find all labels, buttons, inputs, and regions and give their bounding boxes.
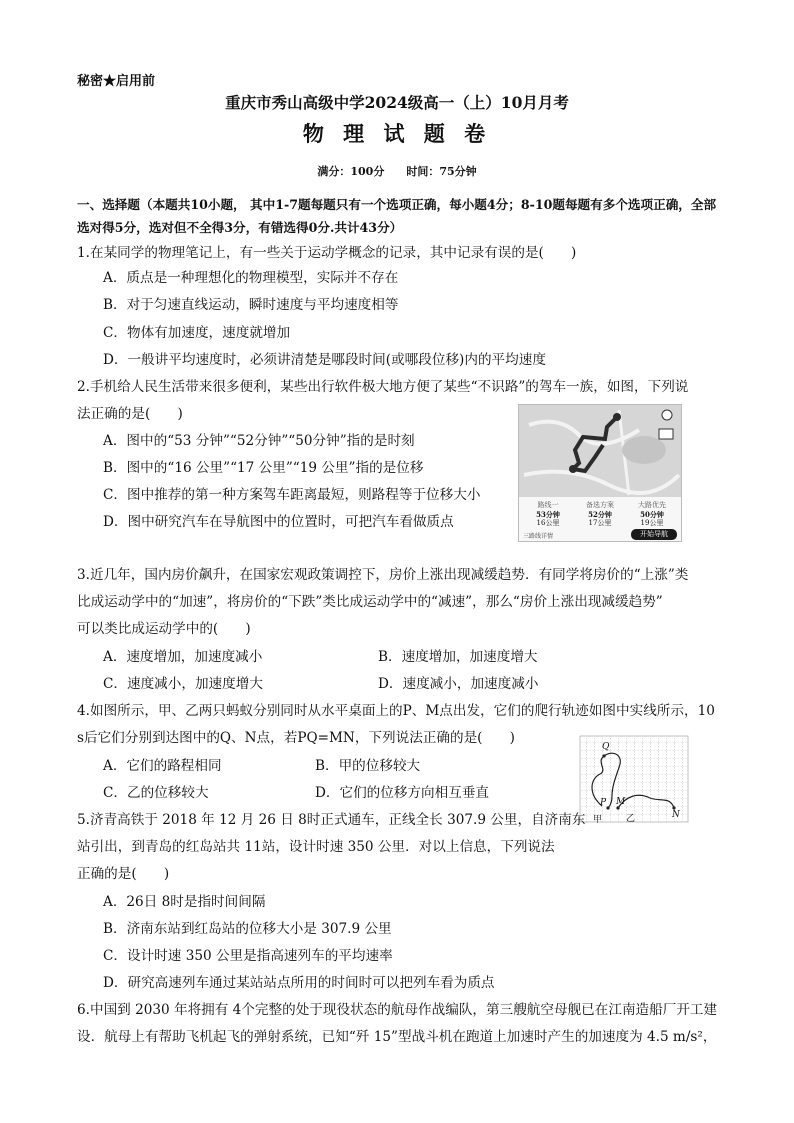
destination-marker-icon [613, 413, 621, 421]
question-4-option-c: C．乙的位移较大 [103, 785, 209, 801]
layers-icon[interactable] [659, 429, 673, 439]
point-q-label: Q [602, 742, 610, 752]
question-1-option-d: D．一般讲平均速度时，必须讲清楚是哪段时间(或哪段位移)内的平均速度 [103, 352, 546, 368]
question-1-option-a: A．质点是一种理想化的物理模型，实际并不存在 [103, 270, 399, 286]
ant-jia-label: 甲 [593, 815, 603, 825]
question-3-option-a: A．速度增加，加速度减小 [103, 649, 263, 665]
question-4-stem-line-1: 4.如图所示，甲、乙两只蚂蚁分别同时从水平桌面上的P、M点出发，它们的爬行轨迹如图中实线所示，10 [77, 703, 715, 719]
question-5-stem-line-3: 正确的是( ) [77, 866, 170, 882]
point-n-label: N [672, 810, 680, 820]
question-2-stem-line-2: 法正确的是( ) [77, 406, 183, 422]
question-4-option-d: D．它们的位移方向相互垂直 [315, 785, 490, 801]
question-3-option-c: C．速度减小，加速度增大 [103, 676, 263, 692]
question-1-option-c: C．物体有加速度，速度就增加 [103, 325, 291, 341]
route-option-1[interactable]: 路线一 53分钟 16公里 [536, 501, 560, 527]
question-4-option-b: B．甲的位移较大 [315, 758, 421, 774]
question-3-option-b: B．速度增加，加速度增大 [378, 649, 538, 665]
point-p-label: P [600, 798, 607, 808]
question-2-stem-line-1: 2.手机给人民生活带来很多便利，某些出行软件极大地方便了某些“不识路”的驾车一族，如图，下列说 [77, 379, 689, 395]
question-6-stem-line-2: 设．航母上有帮助飞机起飞的弹射系统，已知“歼 15”型战斗机在跑道上加速时产生的加速度为 4.5 m/s²， [77, 1029, 717, 1045]
question-3-option-d: D．速度减小，加速度减小 [378, 676, 539, 692]
section-heading: 一、选择题（本题共10小题， 其中1-7题每题只有一个选项正确，每小题4分；8-10题每题有多个选项正确，全部选对得5分，选对但不全得3分，有错选得0分.共计43分） [77, 197, 717, 235]
question-3-stem-line-3: 可以类比成运动学中的( ) [77, 621, 251, 637]
question-2-option-b: B．图中的“16 公里”“17 公里”“19 公里”指的是位移 [103, 460, 424, 476]
ant-path-figure [578, 734, 690, 826]
question-4-option-a: A．它们的路程相同 [103, 758, 222, 774]
confidential-label: 秘密★启用前 [77, 74, 156, 89]
question-1-stem: 1.在某同学的物理笔记上，有一些关于运动学概念的记录，其中记录有误的是( ) [77, 245, 577, 261]
ant-yi-label: 乙 [626, 814, 636, 824]
question-5-option-d: D．研究高速列车通过某站站点所用的时间时可以把列车看为质点 [103, 975, 495, 991]
point-m-label: M [616, 797, 626, 807]
origin-marker-icon [569, 465, 577, 473]
question-2-option-c: C．图中推荐的第一种方案驾车距离最短，则路程等于位移大小 [103, 487, 481, 503]
question-5-option-b: B．济南东站到红岛站的位移大小是 307.9 公里 [103, 921, 392, 937]
question-6-stem-line-1: 6.中国到 2030 年将拥有 4个完整的处于现役状态的航母作战编队，第三艘航空母舰已在江南造船厂开工建 [77, 1002, 718, 1018]
question-5-option-a: A．26日 8时是指时间间隔 [103, 894, 266, 910]
route-option-2[interactable]: 备选方案 52分钟 17公里 [586, 501, 614, 527]
route-details-link[interactable]: 三路线详情 [523, 533, 554, 540]
question-2-option-a: A．图中的“53 分钟”“52分钟”“50分钟”指的是时刻 [103, 433, 415, 449]
question-5-stem-line-1: 5.济青高铁于 2018 年 12 月 26 日 8时正式通车，正线全长 307.9 公里，自济南东 [77, 812, 586, 828]
school-exam-heading: 重庆市秀山高级中学2024级高一（上）10月月考 [225, 93, 569, 112]
question-4-stem-line-2: s后它们分别到达图中的Q、N点，若PQ=MN，下列说法正确的是( ) [77, 730, 515, 746]
score-time-info: 满分：100分 时间：75分钟 [317, 165, 477, 178]
page-title: 物 理 试 题 卷 [302, 121, 492, 146]
question-5-option-c: C．设计时速 350 公里是指高速列车的平均速率 [103, 948, 393, 964]
start-navigation-button[interactable]: 开始导航 [631, 529, 677, 540]
navigation-map-figure [518, 404, 682, 542]
question-2-option-d: D．图中研究汽车在导航图中的位置时，可把汽车看做质点 [103, 514, 454, 530]
route-option-3[interactable]: 大路优先 50分钟 19公里 [638, 501, 666, 527]
gear-icon[interactable] [662, 410, 672, 420]
question-1-option-b: B．对于匀速直线运动，瞬时速度与平均速度相等 [103, 297, 399, 313]
question-3-stem-line-1: 3.近几年，国内房价飙升，在国家宏观政策调控下，房价上涨出现减缓趋势．有同学将房价的“上涨”类 [77, 567, 689, 583]
question-3-stem-line-2: 比成运动学中的“加速”，将房价的“下跌”类比成运动学中的“减速”，那么“房价上涨出现减缓趋势” [77, 594, 663, 610]
question-5-stem-line-2: 站引出，到青岛的红岛站共 11站，设计时速 350 公里．对以上信息，下列说法 [77, 839, 555, 855]
